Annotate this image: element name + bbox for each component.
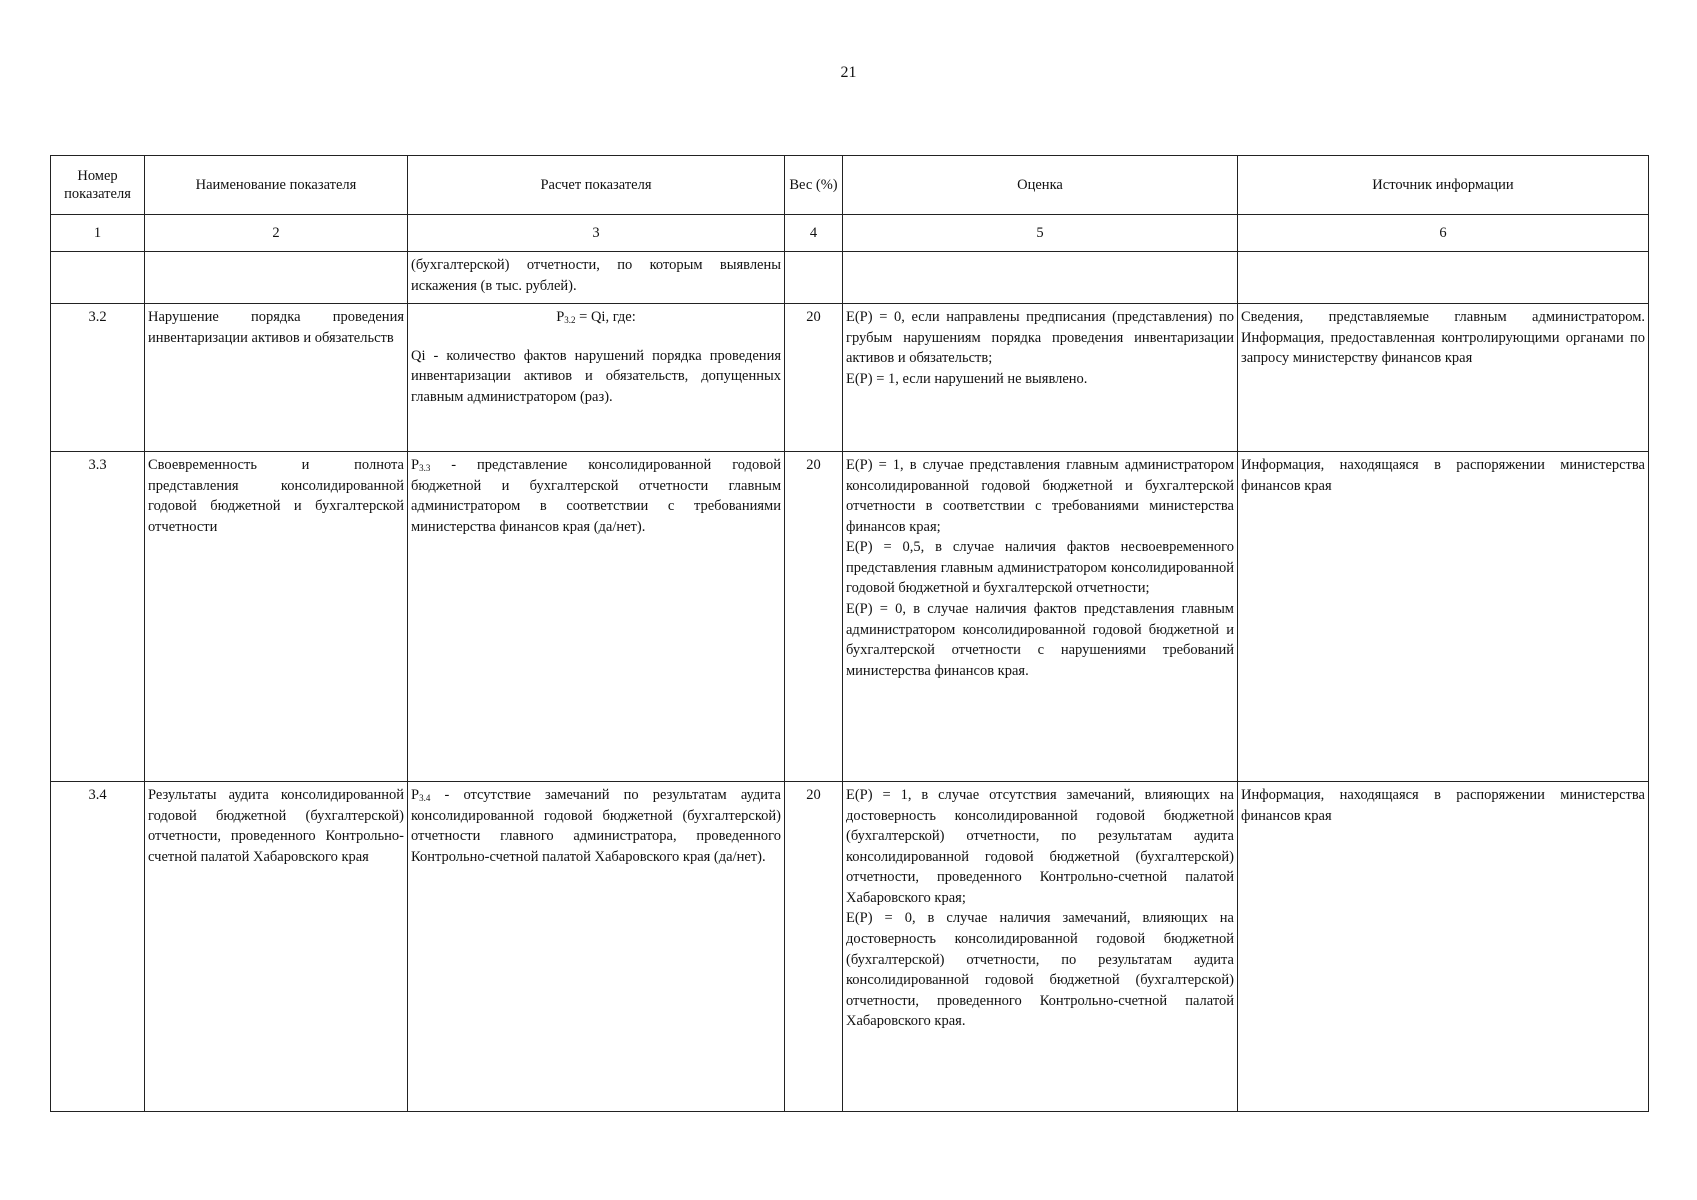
score-line: Е(Р) = 0, в случае наличия фактов представления главным администратором консолидированной годовой бюджетной и бухгалтерской отчетности с нарушениями требований министерства финансов края. [846, 601, 1234, 679]
table-row [51, 304, 1649, 452]
indicator-number: 3.3 [51, 452, 145, 782]
empty-cell [785, 252, 843, 304]
header-row [51, 156, 1649, 215]
indicator-number: 3.4 [51, 782, 145, 1112]
page-number: 21 [840, 64, 857, 81]
table-row [51, 782, 1649, 1112]
column-number: 5 [843, 215, 1238, 252]
indicator-name: Результаты аудита консолидированной годовой бюджетной (бухгалтерской) отчетности, проведенного Контрольно-счетной палатой Хабаровского края [145, 782, 408, 1112]
indicator-score [843, 782, 1238, 1112]
empty-cell [51, 252, 145, 304]
indicator-score [843, 452, 1238, 782]
empty-cell [1238, 252, 1649, 304]
header-score: Оценка [843, 156, 1238, 215]
header-weight: Вес (%) [785, 156, 843, 215]
calc-description: $P_{3.3}$ - представление консолидированной годовой бюджетной и бухгалтерской отчетности главным администратором в соответствии с требованиями министерства финансов края (да/нет). [411, 457, 781, 535]
table-row [51, 452, 1649, 782]
indicator-weight: 20 [785, 782, 843, 1112]
score-line: Е(Р) = 0, если направлены предписания (представления) по грубым нарушениям порядка проведения инвентаризации активов и обязательств; [846, 309, 1234, 367]
indicator-source: Сведения, представляемые главным администратором. Информация, предоставленная контролирующими органами по запросу министерству финансов края [1238, 304, 1649, 452]
column-number: 2 [145, 215, 408, 252]
calc-formula: $P_{3.2} = Qi$, где: [556, 309, 636, 325]
continuation-calculation: (бухгалтерской) отчетности, по которым выявлены искажения (в тыс. рублей). [408, 252, 785, 304]
indicator-calculation [408, 782, 785, 1112]
column-number: 4 [785, 215, 843, 252]
indicators-table [50, 155, 1649, 1112]
indicator-weight: 20 [785, 304, 843, 452]
calc-description: $P_{3.4}$ - отсутствие замечаний по результатам аудита консолидированной годовой бюджетной (бухгалтерской) отчетности главного администратора, проведенного Контрольно-счетной палатой Хабаровского края (да/нет). [411, 787, 781, 865]
score-line: Е(Р) = 1, если нарушений не выявлено. [846, 370, 1088, 387]
indicator-weight: 20 [785, 452, 843, 782]
column-number: 3 [408, 215, 785, 252]
indicator-calculation [408, 304, 785, 452]
continuation-row [51, 252, 1649, 304]
indicator-score [843, 304, 1238, 452]
empty-cell [145, 252, 408, 304]
indicator-name: Нарушение порядка проведения инвентаризации активов и обязательств [145, 304, 408, 452]
score-line: Е(Р) = 0,5, в случае наличия фактов несвоевременного представления главным администратором консолидированной годовой бюджетной и бухгалтерской отчетности; [846, 539, 1234, 597]
calc-description: Qi - количество фактов нарушений порядка проведения инвентаризации активов и обязательств, допущенных главным администратором (раз). [411, 347, 781, 405]
score-line: Е(Р) = 1, в случае отсутствия замечаний, влияющих на достоверность консолидированной годовой бюджетной (бухгалтерской) отчетности, по результатам аудита консолидированной годовой бюджетной (бухгалтерской) отчетности, проведенного Контрольно-счетной палатой Хабаровского края; [846, 787, 1234, 906]
column-number: 1 [51, 215, 145, 252]
header-calculation: Расчет показателя [408, 156, 785, 215]
column-number: 6 [1238, 215, 1649, 252]
header-number: Номер показателя [51, 156, 145, 215]
column-number-row [51, 215, 1649, 252]
indicator-number: 3.2 [51, 304, 145, 452]
score-line: Е(Р) = 0, в случае наличия замечаний, влияющих на достоверность консолидированной годовой бюджетной (бухгалтерской) отчетности, по результатам аудита консолидированной годовой бюджетной (бухгалтерской) отчетности, проведенного Контрольно-счетной палатой Хабаровского края. [846, 910, 1234, 1030]
indicator-source: Информация, находящаяся в распоряжении министерства финансов края [1238, 782, 1649, 1112]
indicator-name: Своевременность и полнота представления консолидированной годовой бюджетной и бухгалтерской отчетности [145, 452, 408, 782]
score-line: Е(Р) = 1, в случае представления главным администратором консолидированной годовой бюджетной и бухгалтерской отчетности в соответствии с требованиями министерства финансов края; [846, 457, 1234, 535]
indicator-calculation [408, 452, 785, 782]
header-source: Источник информации [1238, 156, 1649, 215]
indicator-source: Информация, находящаяся в распоряжении министерства финансов края [1238, 452, 1649, 782]
empty-cell [843, 252, 1238, 304]
header-name: Наименование показателя [145, 156, 408, 215]
